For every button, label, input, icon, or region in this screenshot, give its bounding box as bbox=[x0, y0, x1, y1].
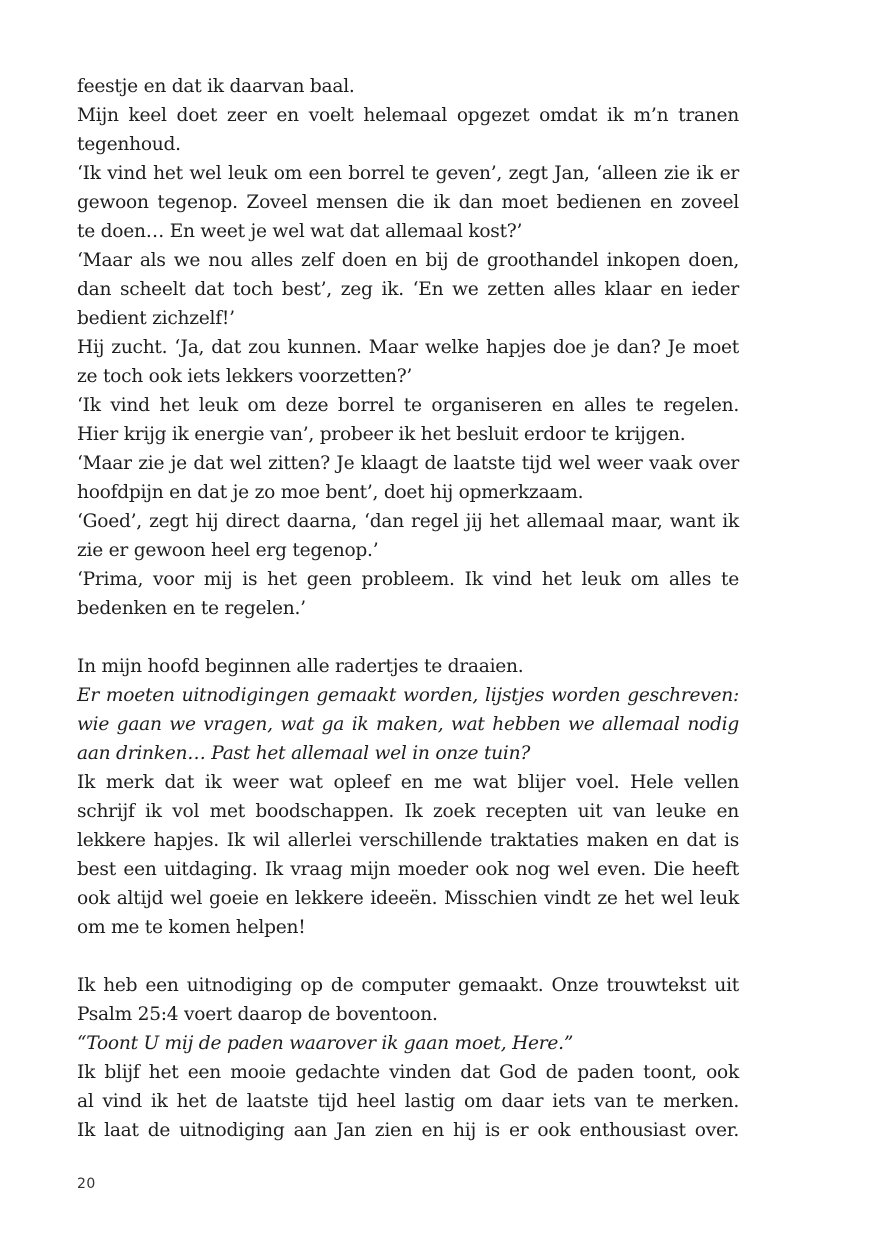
paragraph-gap bbox=[77, 942, 739, 971]
text-line: Ik heb een uitnodiging op de computer gemaakt. Onze trouwtekst uit bbox=[77, 975, 739, 996]
bible-quote-line: “Toont U mij de paden waarover ik gaan moet, Here.” bbox=[77, 1033, 574, 1054]
text-line: Psalm 25:4 voert daarop de boventoon. bbox=[77, 1004, 438, 1025]
text-line: hoofdpijn en dat je zo moe bent’, doet hij opmerkzaam. bbox=[77, 482, 584, 503]
text-line: ‘Maar als we nou alles zelf doen en bij de groothandel inkopen doen, bbox=[77, 250, 739, 271]
page-number: 20 bbox=[77, 1176, 96, 1192]
text-line: ‘Ik vind het leuk om deze borrel te organiseren en alles te regelen. bbox=[77, 395, 739, 416]
paragraph-3 bbox=[77, 971, 739, 1145]
text-line: om me te komen helpen! bbox=[77, 917, 306, 938]
page-body bbox=[77, 72, 739, 1145]
text-line: best een uitdaging. Ik vraag mijn moeder ook nog wel even. Die heeft bbox=[77, 859, 739, 880]
text-line: ‘Ik vind het wel leuk om een borrel te geven’, zegt Jan, ‘alleen zie ik er bbox=[77, 163, 739, 184]
paragraph-gap bbox=[77, 623, 739, 652]
text-line: Ik merk dat ik weer wat opleef en me wat blijer voel. Hele vellen bbox=[77, 772, 739, 793]
italic-text-line: wie gaan we vragen, wat ga ik maken, wat hebben we allemaal nodig bbox=[77, 714, 739, 735]
text-line: dan scheelt dat toch best’, zeg ik. ‘En we zetten alles klaar en ieder bbox=[77, 279, 739, 300]
paragraph-2 bbox=[77, 652, 739, 942]
text-line: Mijn keel doet zeer en voelt helemaal opgezet omdat ik m’n tranen bbox=[77, 105, 739, 126]
text-line: schrijf ik vol met boodschappen. Ik zoek recepten uit van leuke en bbox=[77, 801, 739, 822]
text-line: feestje en dat ik daarvan baal. bbox=[77, 76, 355, 97]
italic-text-line: aan drinken… Past het allemaal wel in onze tuin? bbox=[77, 743, 531, 764]
text-line: ‘Maar zie je dat wel zitten? Je klaagt de laatste tijd wel weer vaak over bbox=[77, 453, 739, 474]
text-line: Ik blijf het een mooie gedachte vinden dat God de paden toont, ook bbox=[77, 1062, 739, 1083]
text-line: bedenken en te regelen.’ bbox=[77, 598, 306, 619]
text-line: ze toch ook iets lekkers voorzetten?’ bbox=[77, 366, 413, 387]
text-line: al vind ik het de laatste tijd heel lastig om daar iets van te merken. bbox=[77, 1091, 739, 1112]
text-line: zie er gewoon heel erg tegenop.’ bbox=[77, 540, 379, 561]
text-line: ook altijd wel goeie en lekkere ideeën. Misschien vindt ze het wel leuk bbox=[77, 888, 739, 909]
text-line: Hij zucht. ‘Ja, dat zou kunnen. Maar welke hapjes doe je dan? Je moet bbox=[77, 337, 739, 358]
text-line: ‘Goed’, zegt hij direct daarna, ‘dan regel jij het allemaal maar, want ik bbox=[77, 511, 739, 532]
text-line: ‘Prima, voor mij is het geen probleem. Ik vind het leuk om alles te bbox=[77, 569, 739, 590]
text-line: Hier krijg ik energie van’, probeer ik het besluit erdoor te krijgen. bbox=[77, 424, 686, 445]
text-line: lekkere hapjes. Ik wil allerlei verschillende traktaties maken en dat is bbox=[77, 830, 739, 851]
text-line: te doen… En weet je wel wat dat allemaal kost?’ bbox=[77, 221, 523, 242]
text-line: gewoon tegenop. Zoveel mensen die ik dan moet bedienen en zoveel bbox=[77, 192, 739, 213]
paragraph-1 bbox=[77, 72, 739, 623]
text-line: Ik laat de uitnodiging aan Jan zien en hij is er ook enthousiast over. bbox=[77, 1120, 739, 1141]
text-line: tegenhoud. bbox=[77, 134, 181, 155]
text-line: bedient zichzelf!’ bbox=[77, 308, 235, 329]
italic-text-line: Er moeten uitnodigingen gemaakt worden, lijstjes worden geschreven: bbox=[77, 685, 739, 706]
text-line: In mijn hoofd beginnen alle radertjes te draaien. bbox=[77, 656, 524, 677]
